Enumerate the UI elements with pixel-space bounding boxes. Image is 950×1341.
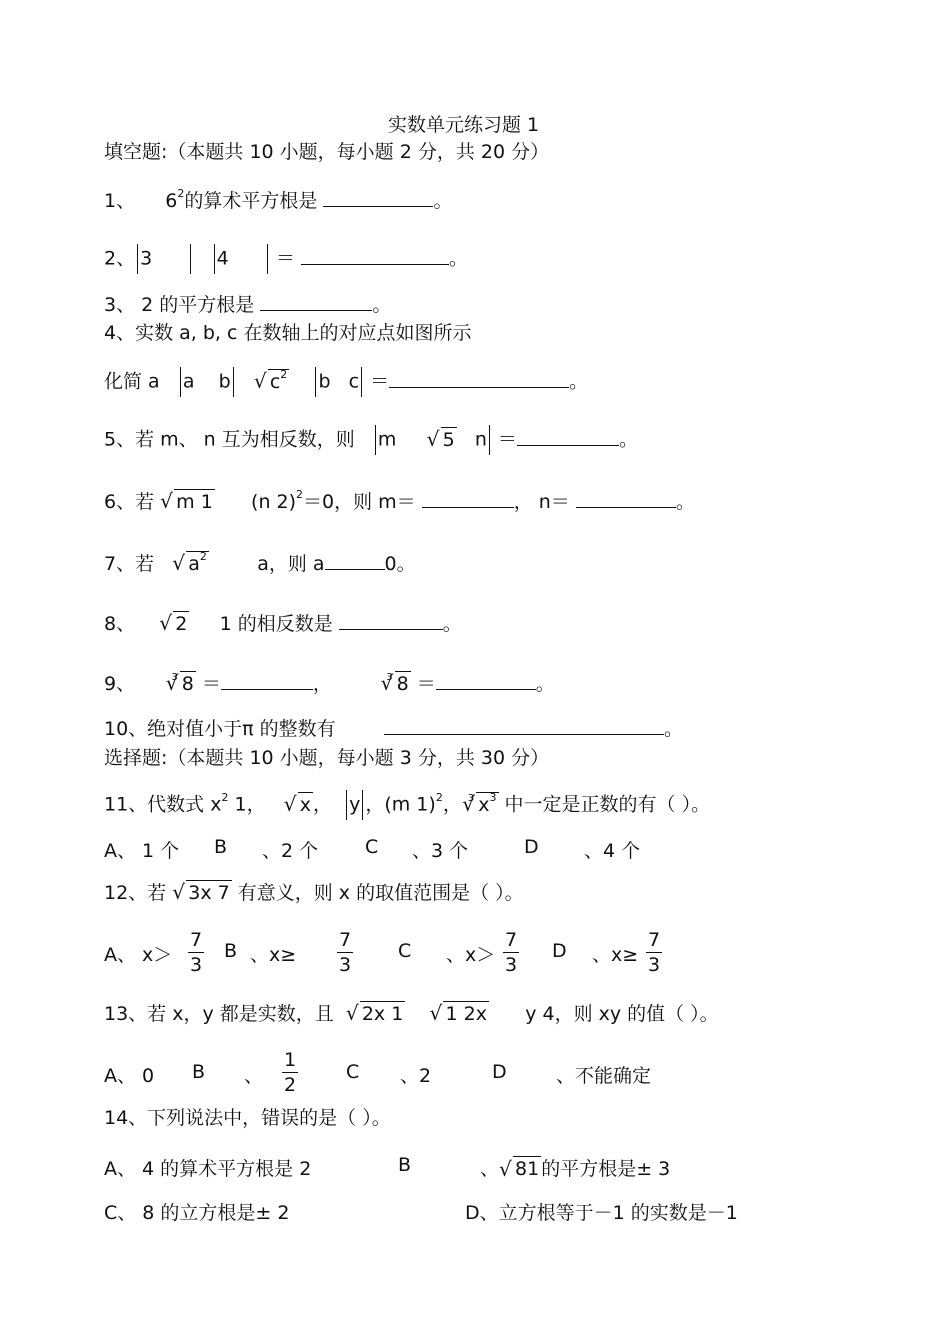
- option-d[interactable]: 、不能确定: [556, 1065, 652, 1087]
- option-c[interactable]: C、 8 的立方根是± 2: [104, 1202, 290, 1224]
- fraction: $\frac{7}{3}$: [339, 929, 352, 976]
- option-b-label[interactable]: B: [224, 940, 238, 962]
- option-b[interactable]: 、: [244, 1065, 264, 1087]
- answer-blank[interactable]: [422, 489, 514, 508]
- question-2: 2、 3 4 ＝ 。: [104, 244, 468, 274]
- fraction: $\frac{7}{3}$: [190, 929, 203, 976]
- option-d[interactable]: 、4 个: [584, 840, 641, 862]
- question-1: 1、 $6^2$的算术平方根是 。: [104, 187, 453, 212]
- question-5: 5、若 m、 n 互为相反数，则 m √ 5 n ＝ 。: [104, 425, 638, 455]
- question-13: 13、若 x，y 都是实数，且 √ 2x 1 √ 1 2x y 4，则 xy 的值（ ）。: [104, 1002, 719, 1026]
- question-7: 7、若 √ $a^2$ a，则 a 0。: [104, 551, 416, 579]
- answer-blank[interactable]: [436, 671, 536, 690]
- option-b-label[interactable]: B: [192, 1061, 206, 1083]
- fraction: $\frac{1}{2}$: [284, 1049, 297, 1096]
- question-14: 14、下列说法中，错误的是（ ）。: [104, 1107, 391, 1129]
- option-c-label[interactable]: C: [398, 940, 412, 962]
- option-d[interactable]: 、x≥: [592, 944, 639, 966]
- answer-blank[interactable]: [517, 427, 619, 446]
- option-c-label[interactable]: C: [346, 1061, 360, 1083]
- question-3: 3、 2 的平方根是 。: [104, 294, 392, 316]
- question-9: 9、 $^3$√ 8 ＝ ， $^3$√ 8 ＝ 。: [104, 671, 555, 700]
- option-b[interactable]: 、2 个: [262, 840, 319, 862]
- option-a[interactable]: A、 x＞: [104, 944, 173, 966]
- option-b-label[interactable]: B: [214, 836, 228, 858]
- answer-blank[interactable]: [301, 246, 449, 265]
- fraction: $\frac{7}{3}$: [648, 929, 661, 976]
- question-4-expression: 化简 a a b √ $c^2$ b c ＝ 。: [104, 367, 588, 397]
- option-d-label[interactable]: D: [524, 836, 539, 858]
- option-a[interactable]: A、 1 个: [104, 840, 180, 862]
- answer-blank[interactable]: [323, 188, 433, 207]
- option-c[interactable]: 、3 个: [412, 840, 469, 862]
- answer-blank[interactable]: [339, 611, 443, 630]
- answer-blank[interactable]: [260, 292, 372, 311]
- option-c[interactable]: 、2: [400, 1065, 432, 1087]
- option-d-label[interactable]: D: [552, 940, 567, 962]
- answer-blank[interactable]: [384, 716, 664, 735]
- option-c-label[interactable]: C: [365, 836, 379, 858]
- option-c[interactable]: 、x＞: [446, 944, 496, 966]
- choice-section-heading: 选择题:（本题共 10 小题，每小题 3 分，共 30 分）: [104, 747, 550, 769]
- answer-blank[interactable]: [325, 551, 385, 570]
- question-6: 6、若 √ m 1 (n 2)$^2$＝0，则 m＝ ， n＝ 。: [104, 489, 695, 517]
- question-8: 8、 √ 2 1 的相反数是 。: [104, 611, 462, 636]
- option-d[interactable]: D、立方根等于－1 的实数是－1: [465, 1202, 738, 1224]
- option-a[interactable]: A、 0: [104, 1065, 155, 1087]
- question-12: 12、若 √ 3x 7 有意义，则 x 的取值范围是（ ）。: [104, 881, 524, 905]
- question-11: 11、代数式 $x^2$ 1， √ x ， y ，(m 1)$^2$， $^3$√ $x^3$ 中一定是正数的有（ ）。: [104, 790, 710, 821]
- answer-blank[interactable]: [221, 671, 313, 690]
- answer-blank[interactable]: [576, 489, 676, 508]
- option-b-label[interactable]: B: [398, 1154, 412, 1176]
- option-b[interactable]: 、√ 81 的平方根是± 3: [480, 1154, 670, 1181]
- option-b[interactable]: 、x≥: [250, 944, 297, 966]
- page-title: 实数单元练习题 1: [388, 114, 540, 136]
- option-d-label[interactable]: D: [492, 1061, 507, 1083]
- question-10: 10、绝对值小于π 的整数有 。: [104, 718, 683, 740]
- answer-blank[interactable]: [389, 369, 569, 388]
- question-4: 4、实数 a, b, c 在数轴上的对应点如图所示: [104, 322, 472, 344]
- option-a[interactable]: A、 4 的算术平方根是 2: [104, 1158, 312, 1180]
- fill-section-heading: 填空题:（本题共 10 小题，每小题 2 分，共 20 分）: [104, 141, 550, 163]
- fraction: $\frac{7}{3}$: [505, 929, 518, 976]
